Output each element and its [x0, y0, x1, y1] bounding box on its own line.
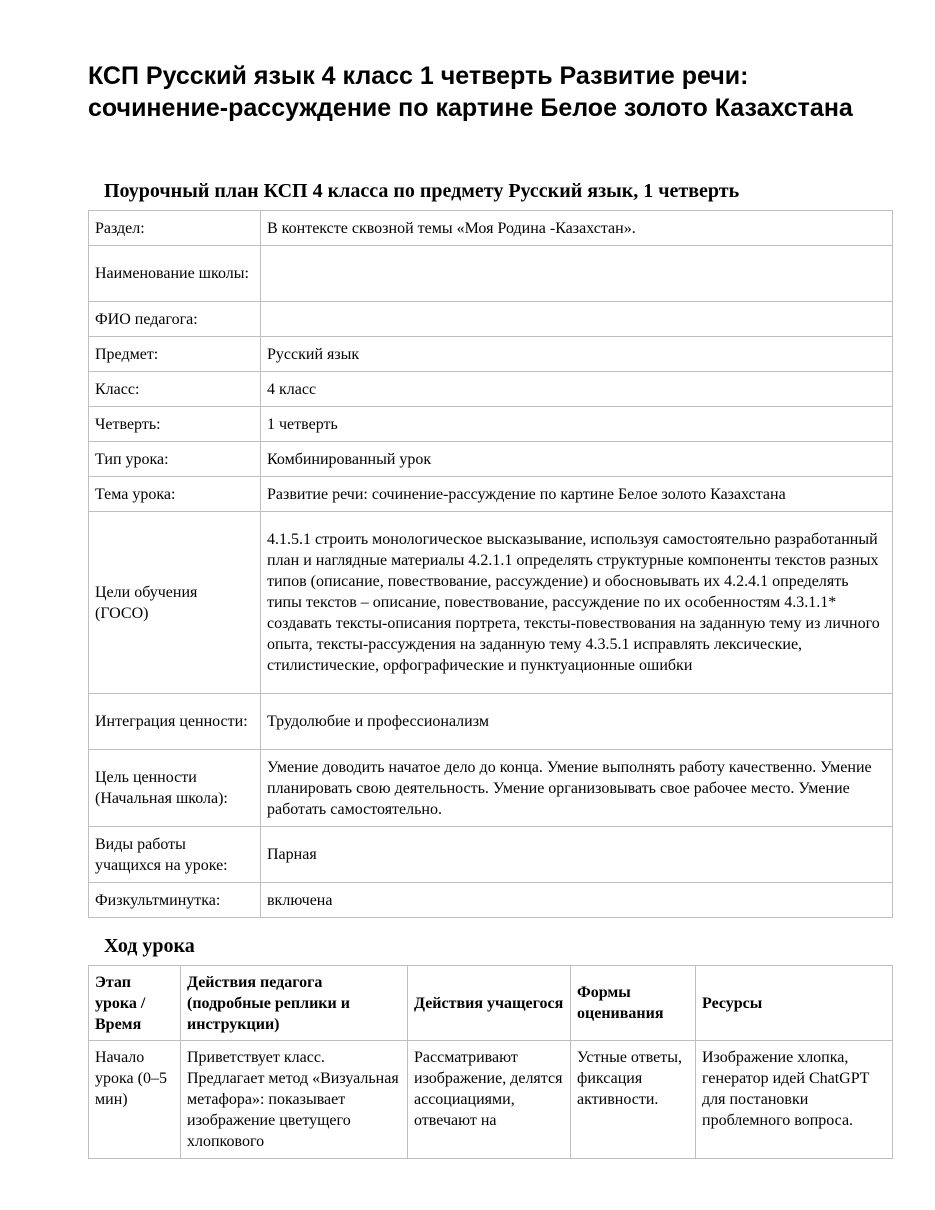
info-row-label: Цель ценности (Начальная школа): — [89, 750, 261, 827]
info-row-value: 4 класс — [261, 372, 893, 407]
info-table — [88, 210, 893, 918]
info-table-body — [89, 211, 893, 918]
lesson-cell: Начало урока (0–5 мин) — [89, 1041, 181, 1159]
info-row-label: Предмет: — [89, 337, 261, 372]
info-row-value: Русский язык — [261, 337, 893, 372]
info-row — [89, 750, 893, 827]
info-row — [89, 246, 893, 302]
lesson-header-cell: Действия педагога (подробные реплики и инструкции) — [181, 966, 408, 1041]
info-row-label: Тема урока: — [89, 477, 261, 512]
info-row — [89, 827, 893, 883]
lesson-table-body — [89, 1041, 893, 1159]
info-row — [89, 302, 893, 337]
info-row — [89, 337, 893, 372]
info-row — [89, 442, 893, 477]
info-row-value: 4.1.5.1 строить монологическое высказывание, используя самостоятельно разработанный план и наглядные материалы 4.2.1.1 определять структурные компоненты текстов разных типов (описание, повествование, рассуждение) и обосновывать их 4.2.4.1 определять типы текстов – описание, повествование, рассуждение по их особенностям 4.3.1.1* создавать тексты-описания портрета, тексты-повествования на заданную тему из личного опыта, тексты-рассуждения на заданную тему 4.3.5.1 исправлять лексические, стилистические, орфографические и пунктуационные ошибки — [261, 512, 893, 694]
info-row-label: Класс: — [89, 372, 261, 407]
document-title: КСП Русский язык 4 класс 1 четверть Развитие речи: сочинение-рассуждение по картине Белое золото Казахстана — [88, 62, 853, 122]
info-row-value: Парная — [261, 827, 893, 883]
lesson-heading: Ход урока — [104, 935, 195, 957]
info-row-label: Четверть: — [89, 407, 261, 442]
lesson-header-cell: Формы оценивания — [571, 966, 696, 1041]
info-row-label: Интеграция ценности: — [89, 694, 261, 750]
lesson-cell: Рассматривают изображение, делятся ассоциациями, отвечают на — [408, 1041, 571, 1159]
info-row-label: Физкультминутка: — [89, 883, 261, 918]
lesson-header-cell: Действия учащегося — [408, 966, 571, 1041]
info-row-label: Цели обучения (ГОСО) — [89, 512, 261, 694]
info-row-label: Раздел: — [89, 211, 261, 246]
lesson-table-header-row — [89, 966, 893, 1041]
info-row — [89, 372, 893, 407]
info-row-value: включена — [261, 883, 893, 918]
lesson-row — [89, 1041, 893, 1159]
info-row — [89, 883, 893, 918]
lesson-header-cell: Этап урока / Время — [89, 966, 181, 1041]
info-row-label: Тип урока: — [89, 442, 261, 477]
info-row-value: Комбинированный урок — [261, 442, 893, 477]
lesson-table — [88, 965, 893, 1159]
lesson-header-cell: Ресурсы — [696, 966, 893, 1041]
plan-heading: Поурочный план КСП 4 класса по предмету Русский язык, 1 четверть — [104, 180, 740, 202]
info-row-label: Наименование школы: — [89, 246, 261, 302]
info-row — [89, 512, 893, 694]
info-row-value: 1 четверть — [261, 407, 893, 442]
info-row-label: ФИО педагога: — [89, 302, 261, 337]
info-row — [89, 211, 893, 246]
info-row — [89, 407, 893, 442]
lesson-cell: Устные ответы, фиксация активности. — [571, 1041, 696, 1159]
info-row-label: Виды работы учащихся на уроке: — [89, 827, 261, 883]
info-row-value: В контексте сквозной темы «Моя Родина -Казахстан». — [261, 211, 893, 246]
info-row-value: Развитие речи: сочинение-рассуждение по картине Белое золото Казахстана — [261, 477, 893, 512]
info-row — [89, 694, 893, 750]
info-row-value: Умение доводить начатое дело до конца. Умение выполнять работу качественно. Умение планировать свою деятельность. Умение организовывать свое рабочее место. Умение работать самостоятельно. — [261, 750, 893, 827]
lesson-cell: Изображение хлопка, генератор идей ChatGPT для постановки проблемного вопроса. — [696, 1041, 893, 1159]
info-row-value: Трудолюбие и профессионализм — [261, 694, 893, 750]
info-row — [89, 477, 893, 512]
lesson-cell: Приветствует класс. Предлагает метод «Визуальная метафора»: показывает изображение цветущего хлопкового — [181, 1041, 408, 1159]
info-row-value — [261, 246, 893, 302]
info-row-value — [261, 302, 893, 337]
